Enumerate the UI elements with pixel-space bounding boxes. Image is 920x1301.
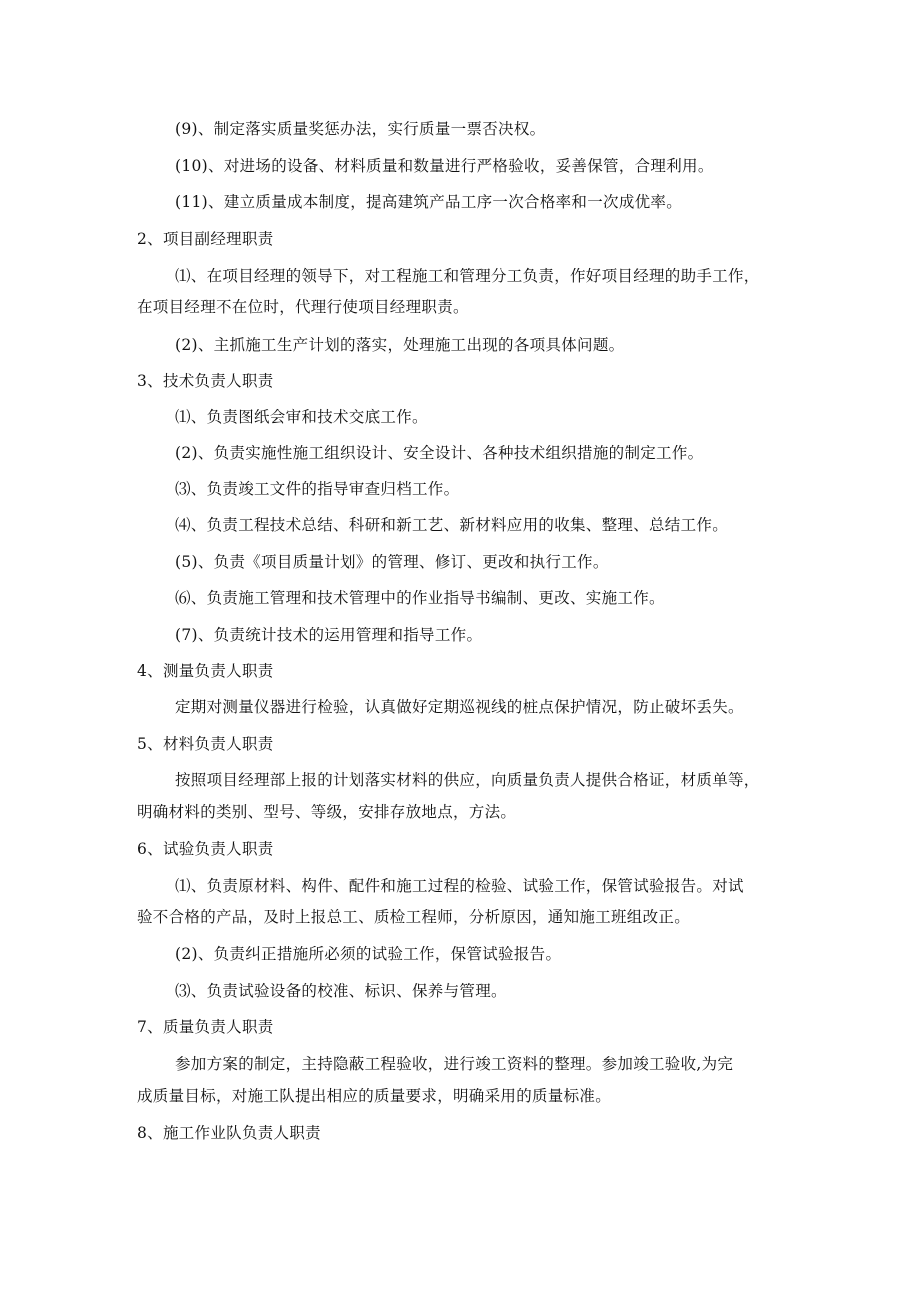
section-8-heading: 8、施工作业队负责人职责 [137, 1124, 321, 1142]
section-7-heading: 7、质量负责人职责 [137, 1018, 274, 1036]
section-6-item-2: (2)、负责纠正措施所必须的试验工作，保管试验报告。 [175, 945, 562, 963]
section-3-item-3: ⑶、负责竣工文件的指导审查归档工作。 [175, 480, 460, 498]
section-2-heading: 2、项目副经理职责 [137, 230, 274, 248]
section-3-heading: 3、技术负责人职责 [137, 372, 274, 390]
section-4-heading: 4、测量负责人职责 [137, 662, 274, 680]
item-9: (9)、制定落实质量奖惩办法，实行质量一票否决权。 [175, 120, 546, 138]
section-5-heading: 5、材料负责人职责 [137, 735, 274, 753]
section-6-item-3: ⑶、负责试验设备的校准、标识、保养与管理。 [175, 982, 507, 1000]
section-5-paragraph-line-1: 按照项目经理部上报的计划落实材料的供应，向质量负责人提供合格证，材质单等， [175, 771, 760, 789]
section-7-paragraph-line-1: 参加方案的制定，主持隐蔽工程验收，进行竣工资料的整理。参加竣工验收,为完 [175, 1055, 734, 1073]
section-6-item-1-line-2: 验不合格的产品，及时上报总工、质检工程师，分析原因，通知施工班组改正。 [137, 908, 691, 926]
section-2-item-1-line-1: ⑴、在项目经理的领导下，对工程施工和管理分工负责，作好项目经理的助手工作， [175, 267, 760, 285]
section-3-item-1: ⑴、负责图纸会审和技术交底工作。 [175, 408, 428, 426]
section-3-item-6: ⑹、负责施工管理和技术管理中的作业指导书编制、更改、实施工作。 [175, 589, 665, 607]
item-10: (10)、对进场的设备、材料质量和数量进行严格验收，妥善保管，合理利用。 [175, 157, 714, 175]
section-7-paragraph-line-2: 成质量目标，对施工队提出相应的质量要求，明确采用的质量标准。 [137, 1087, 612, 1105]
section-4-paragraph: 定期对测量仪器进行检验，认真做好定期巡视线的桩点保护情况，防止破坏丢失。 [175, 698, 744, 716]
section-3-item-7: (7)、负责统计技术的运用管理和指导工作。 [175, 626, 483, 644]
section-3-item-4: ⑷、负责工程技术总结、科研和新工艺、新材料应用的收集、整理、总结工作。 [175, 516, 729, 534]
item-11: (11)、建立质量成本制度，提高建筑产品工序一次合格率和一次成优率。 [175, 193, 683, 211]
section-5-paragraph-line-2: 明确材料的类别、型号、等级，安排存放地点，方法。 [137, 803, 517, 821]
section-6-heading: 6、试验负责人职责 [137, 840, 274, 858]
section-2-item-1-line-2: 在项目经理不在位时，代理行使项目经理职责。 [137, 298, 469, 316]
section-3-item-5: (5)、负责《项目质量计划》的管理、修订、更改和执行工作。 [175, 553, 609, 571]
section-2-item-2: (2)、主抓施工生产计划的落实，处理施工出现的各项具体问题。 [175, 336, 625, 354]
section-3-item-2: (2)、负责实施性施工组织设计、安全设计、各种技术组织措施的制定工作。 [175, 444, 704, 462]
section-6-item-1-line-1: ⑴、负责原材料、构件、配件和施工过程的检验、试验工作，保管试验报告。对试 [175, 877, 744, 895]
